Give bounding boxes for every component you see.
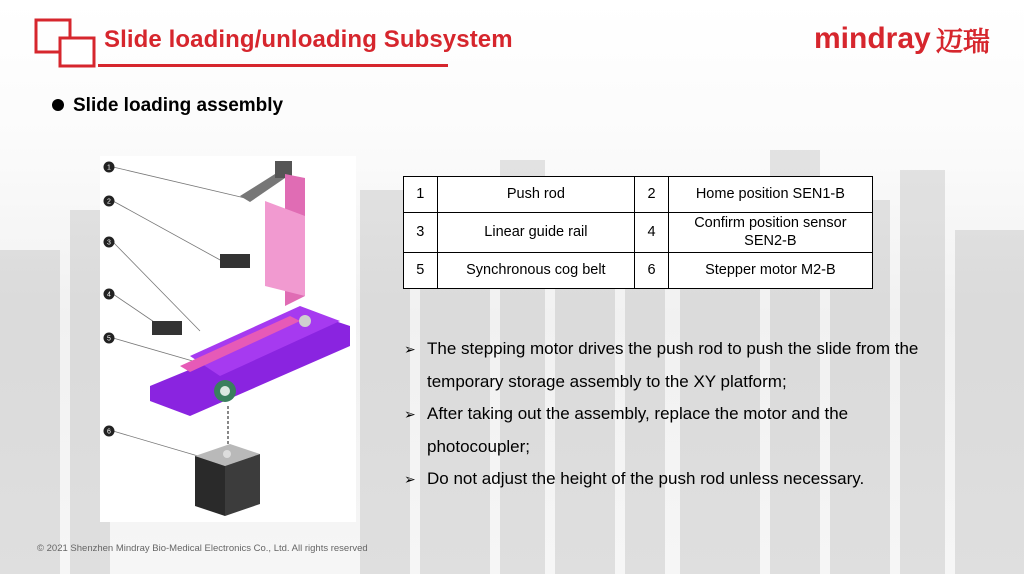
part-number: 1: [404, 177, 438, 213]
title-underline: [98, 64, 448, 67]
callout-label: 2: [107, 198, 111, 206]
list-item: ➢ Do not adjust the height of the push rod unless necessary.: [402, 463, 942, 496]
callout-label: 5: [107, 335, 111, 343]
table-row: [404, 213, 873, 253]
part-number: 4: [635, 213, 669, 253]
list-item: ➢ After taking out the assembly, replace the motor and the photocoupler;: [402, 398, 942, 463]
part-name: Synchronous cog belt: [437, 253, 635, 289]
table-row: [404, 177, 873, 213]
page-title: Slide loading/unloading Subsystem: [104, 26, 513, 53]
parts-table: [403, 176, 873, 289]
callout-label: 6: [107, 428, 111, 436]
brand-en: mindray: [814, 22, 931, 55]
callout-label: 4: [107, 291, 111, 299]
brand-cn: 迈瑞: [936, 27, 990, 58]
part-number: 5: [404, 253, 438, 289]
callout-label: 3: [107, 239, 111, 247]
notes-list: [402, 333, 942, 496]
part-name: Confirm position sensor SEN2-B: [668, 213, 872, 253]
part-name: Stepper motor M2-B: [668, 253, 872, 289]
list-item: ➢ The stepping motor drives the push rod to push the slide from the temporary storage assembly to the XY platform;: [402, 333, 942, 398]
part-name: Push rod: [437, 177, 635, 213]
part-number: 6: [635, 253, 669, 289]
footer-copyright: © 2021 Shenzhen Mindray Bio-Medical Electronics Co., Ltd. All rights reserved: [37, 543, 368, 554]
arrow-bullet-icon: ➢: [404, 471, 416, 487]
assembly-illustration: [100, 156, 356, 522]
callout-label: 1: [107, 164, 111, 172]
mindray-logo: [814, 20, 994, 60]
arrow-bullet-icon: ➢: [404, 341, 416, 357]
part-name: Linear guide rail: [437, 213, 635, 253]
section-heading: Slide loading assembly: [73, 95, 284, 116]
part-name: Home position SEN1-B: [668, 177, 872, 213]
part-number: 3: [404, 213, 438, 253]
arrow-bullet-icon: ➢: [404, 406, 416, 422]
title-logo-squares: [34, 18, 98, 68]
part-number: 2: [635, 177, 669, 213]
bullet-dot: [52, 99, 64, 111]
table-row: [404, 253, 873, 289]
